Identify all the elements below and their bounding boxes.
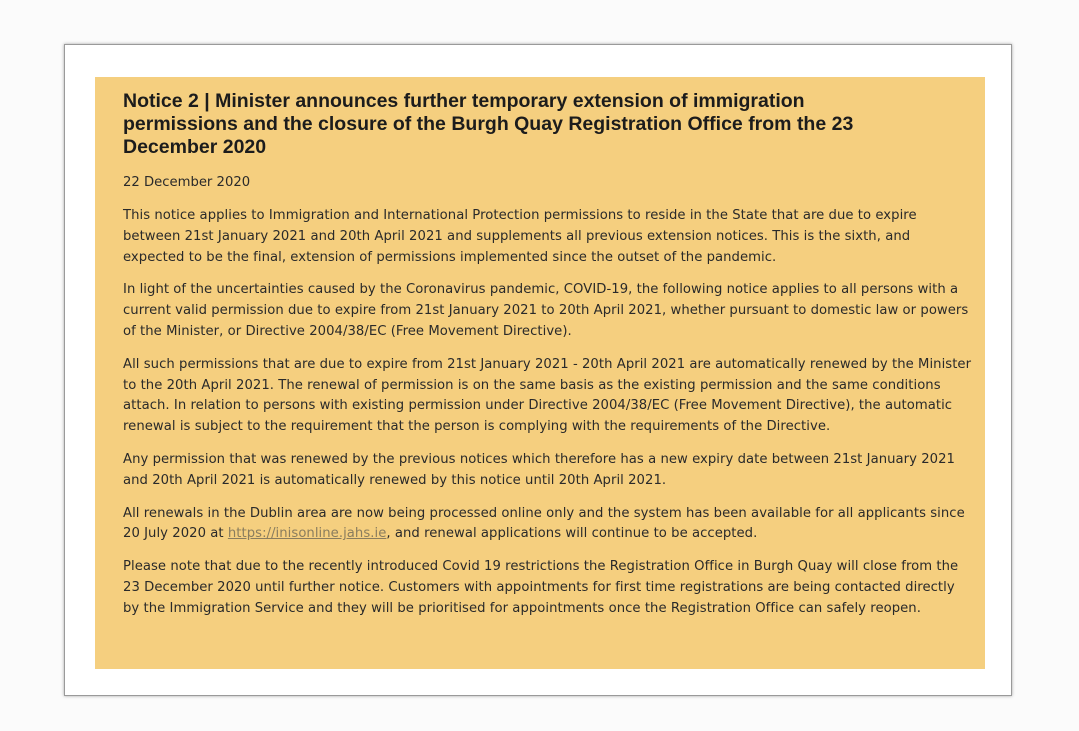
online-text-after: , and renewal applications will continue to be accepted.	[386, 526, 758, 542]
paragraph-applicability: In light of the uncertainties caused by the Coronavirus pandemic, COVID-19, the following notice applies to all persons with a current valid permission due to expire from 21st January 2021 to 20th April 2021, whether pursuant to domestic law or powers of the Minister, or Directive 2004/38/EC (Free Movement Directive).	[123, 282, 969, 339]
notice-title: Notice 2 | Minister announces further temporary extension of immigration permissions and the closure of the Burgh Quay Registration Office from the 23 December 2020	[123, 90, 854, 158]
online-text-before: All renewals in the Dublin area are now being processed online only and the system has been available for all applicants since 20 July 2020 at	[123, 505, 965, 542]
inis-online-link[interactable]: https://inisonline.jahs.ie	[227, 526, 387, 542]
paragraph-scope: This notice applies to Immigration and International Protection permissions to reside in the State that are due to expire between 21st January 2021 and 20th April 2021 and supplements all previous extension notices. This is the sixth, and expected to be the final, extension of permissions implemented since the outset of the pandemic.	[123, 208, 917, 265]
paragraph-previous-notices: Any permission that was renewed by the previous notices which therefore has a new expiry date between 21st January 2021 and 20th April 2021 is automatically renewed by this notice until 20th April 2021.	[123, 451, 955, 488]
screenshot-frame	[64, 44, 1012, 696]
paragraph-automatic-renewal: All such permissions that are due to expire from 21st January 2021 - 20th April 2021 are automatically renewed by the Minister to the 20th April 2021. The renewal of permission is on the same basis as the existing permission and the same conditions attach. In relation to persons with existing permission under Directive 2004/38/EC (Free Movement Directive), the automatic renewal is subject to the requirement that the person is complying with the requirements of the Directive.	[123, 356, 972, 435]
notice-date: 22 December 2020	[123, 175, 251, 190]
paragraph-online-renewals	[123, 504, 975, 546]
notice-panel	[95, 77, 985, 669]
paragraph-office-closure: Please note that due to the recently introduced Covid 19 restrictions the Registration Office in Burgh Quay will close from the 23 December 2020 until further notice. Customers with appointments for first time registrations are being contacted directly by the Immigration Service and they will be prioritised for appointments once the Registration Office can safely reopen.	[123, 559, 959, 616]
